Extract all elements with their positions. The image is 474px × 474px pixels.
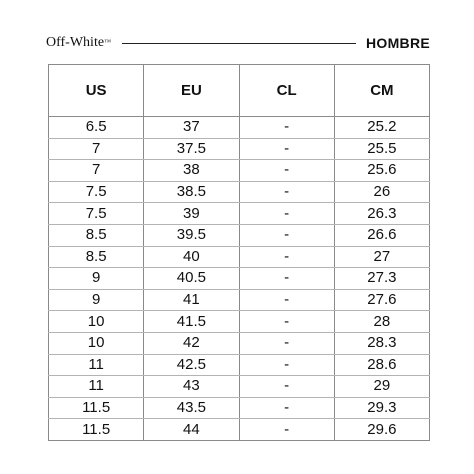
cell-cl: - — [239, 376, 334, 398]
cell-cl: - — [239, 289, 334, 311]
cell-us: 11.5 — [49, 419, 144, 441]
cell-cl: - — [239, 138, 334, 160]
column-header-eu: EU — [144, 65, 239, 117]
cell-cl: - — [239, 268, 334, 290]
table-row — [49, 224, 430, 246]
cell-cm: 28 — [334, 311, 429, 333]
cell-us: 10 — [49, 311, 144, 333]
cell-cl: - — [239, 397, 334, 419]
cell-cl: - — [239, 419, 334, 441]
cell-eu: 40.5 — [144, 268, 239, 290]
cell-eu: 44 — [144, 419, 239, 441]
column-header-cm: CM — [334, 65, 429, 117]
cell-eu: 38.5 — [144, 181, 239, 203]
table-row — [49, 397, 430, 419]
cell-cm: 29.3 — [334, 397, 429, 419]
brand-trademark: ™ — [104, 38, 111, 46]
cell-cl: - — [239, 117, 334, 139]
table-row — [49, 354, 430, 376]
cell-us: 8.5 — [49, 224, 144, 246]
cell-eu: 41 — [144, 289, 239, 311]
table-row — [49, 332, 430, 354]
cell-eu: 39 — [144, 203, 239, 225]
cell-cm: 28.3 — [334, 332, 429, 354]
size-guide-header — [46, 34, 430, 52]
cell-cl: - — [239, 160, 334, 182]
table-header — [49, 65, 430, 117]
cell-us: 7 — [49, 160, 144, 182]
cell-cl: - — [239, 332, 334, 354]
table-row — [49, 376, 430, 398]
cell-cm: 26.6 — [334, 224, 429, 246]
table-row — [49, 160, 430, 182]
table-row — [49, 419, 430, 441]
cell-cm: 27.3 — [334, 268, 429, 290]
cell-cm: 28.6 — [334, 354, 429, 376]
table-row — [49, 289, 430, 311]
column-header-us: US — [49, 65, 144, 117]
cell-cm: 25.5 — [334, 138, 429, 160]
header-divider — [122, 43, 356, 44]
cell-us: 11 — [49, 376, 144, 398]
cell-eu: 41.5 — [144, 311, 239, 333]
cell-cl: - — [239, 181, 334, 203]
table-row — [49, 138, 430, 160]
cell-us: 10 — [49, 332, 144, 354]
cell-eu: 42 — [144, 332, 239, 354]
cell-cm: 27.6 — [334, 289, 429, 311]
cell-cm: 25.6 — [334, 160, 429, 182]
cell-eu: 39.5 — [144, 224, 239, 246]
cell-us: 6.5 — [49, 117, 144, 139]
brand-logo — [46, 34, 111, 52]
brand-name: Off-White — [46, 35, 105, 50]
cell-us: 7 — [49, 138, 144, 160]
table-row — [49, 311, 430, 333]
section-title: HOMBRE — [365, 35, 430, 51]
cell-cl: - — [239, 354, 334, 376]
size-chart-table — [48, 64, 430, 441]
table-row — [49, 268, 430, 290]
table-header-row — [49, 65, 430, 117]
cell-cm: 25.2 — [334, 117, 429, 139]
cell-us: 9 — [49, 289, 144, 311]
cell-us: 9 — [49, 268, 144, 290]
cell-eu: 43 — [144, 376, 239, 398]
cell-eu: 42.5 — [144, 354, 239, 376]
cell-us: 11.5 — [49, 397, 144, 419]
cell-eu: 40 — [144, 246, 239, 268]
cell-cm: 26.3 — [334, 203, 429, 225]
table-row — [49, 181, 430, 203]
cell-cm: 26 — [334, 181, 429, 203]
cell-cm: 27 — [334, 246, 429, 268]
table-row — [49, 117, 430, 139]
column-header-cl: CL — [239, 65, 334, 117]
cell-eu: 37.5 — [144, 138, 239, 160]
cell-cm: 29.6 — [334, 419, 429, 441]
cell-us: 7.5 — [49, 203, 144, 225]
cell-us: 8.5 — [49, 246, 144, 268]
cell-eu: 37 — [144, 117, 239, 139]
table-row — [49, 246, 430, 268]
cell-us: 11 — [49, 354, 144, 376]
table-body — [49, 117, 430, 441]
cell-cm: 29 — [334, 376, 429, 398]
cell-us: 7.5 — [49, 181, 144, 203]
cell-cl: - — [239, 311, 334, 333]
cell-cl: - — [239, 224, 334, 246]
cell-cl: - — [239, 246, 334, 268]
cell-eu: 43.5 — [144, 397, 239, 419]
table-row — [49, 203, 430, 225]
cell-cl: - — [239, 203, 334, 225]
cell-eu: 38 — [144, 160, 239, 182]
